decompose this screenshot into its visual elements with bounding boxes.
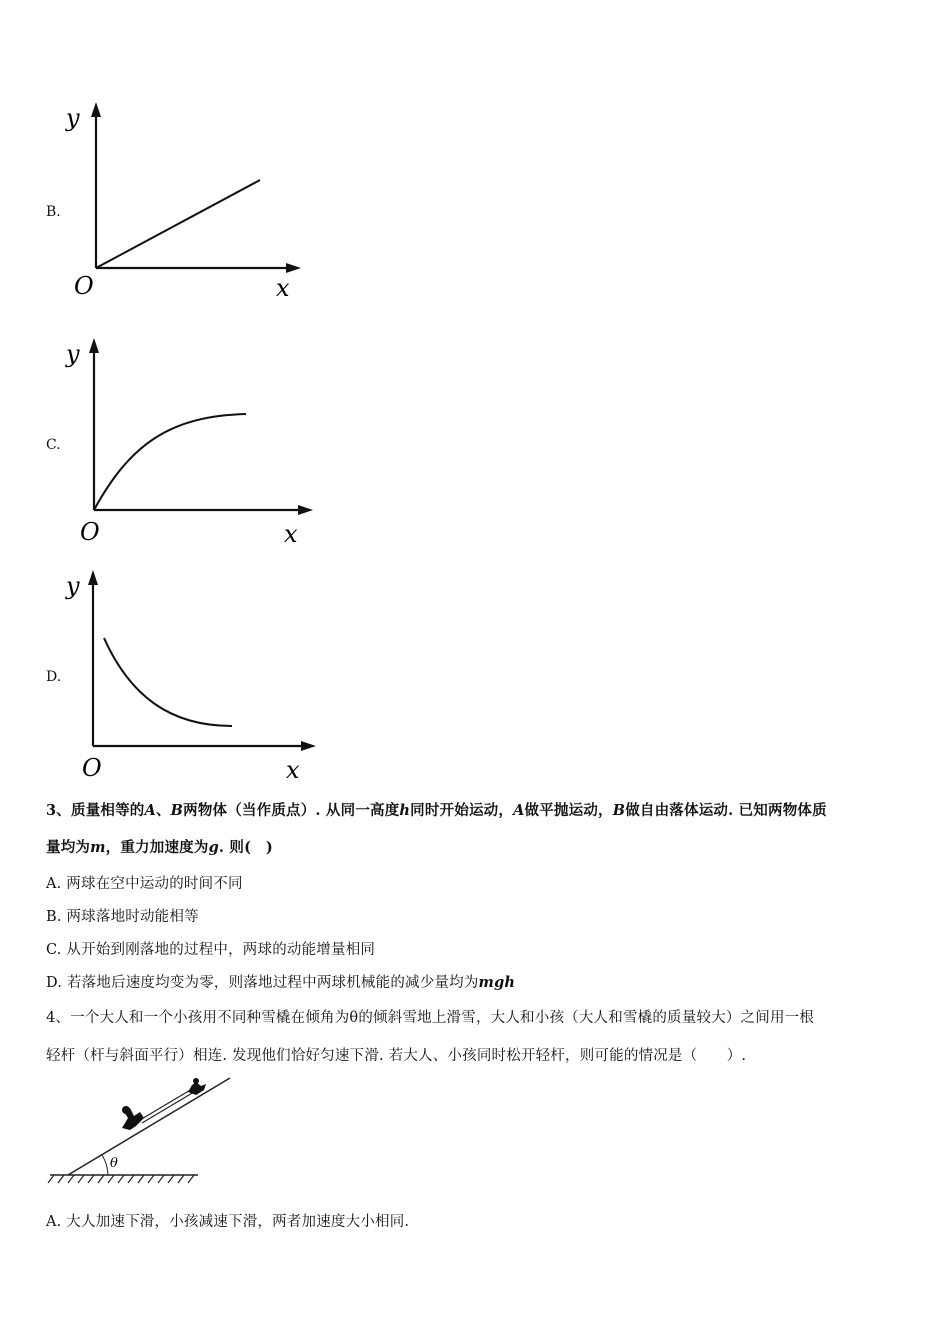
y-axis-arrow-icon: [89, 338, 99, 353]
y-axis-label: y: [66, 572, 80, 600]
adult-skier-icon: [122, 1106, 144, 1130]
option-d-label: D.: [46, 669, 62, 685]
origin-label: O: [80, 518, 100, 544]
q3-option-d: D. 若落地后速度均变为零，则落地过程中两球机械能的减少量均为mgh: [46, 974, 516, 991]
graph-curve: [94, 414, 246, 510]
q4-stem-line-1: 4、一个大人和一个小孩用不同种雪橇在倾角为θ的倾斜雪地上滑雪，大人和小孩（大人和雪橇的质量较大）之间用一根: [46, 1010, 815, 1026]
angle-arc: [102, 1155, 108, 1175]
light-rod-2: [142, 1092, 194, 1123]
y-axis-arrow-icon: [91, 102, 101, 117]
q3-option-c: C. 从开始到刚落地的过程中，两球的动能增量相同: [46, 942, 376, 958]
x-axis-arrow-icon: [301, 741, 316, 751]
incline-diagram: [46, 1072, 246, 1192]
q4-stem-line-2: 轻杆（杆与斜面平行）相连. 发现他们恰好匀速下滑. 若大人、小孩同时松开轻杆，则可能的情况是（ ）.: [46, 1048, 747, 1064]
child-skier-icon: [188, 1078, 206, 1095]
graph-line: [96, 180, 260, 268]
y-axis-label: y: [66, 340, 80, 368]
x-axis-label: x: [276, 274, 290, 302]
graph-c: [60, 334, 330, 544]
light-rod: [140, 1089, 192, 1120]
x-axis-label: x: [286, 756, 300, 781]
slope-line: [68, 1078, 230, 1175]
ground-hatching: [48, 1175, 194, 1183]
y-axis-arrow-icon: [88, 570, 98, 585]
x-axis-arrow-icon: [286, 263, 301, 273]
q4-option-a: A. 大人加速下滑，小孩减速下滑，两者加速度大小相同.: [46, 1214, 410, 1230]
x-axis-arrow-icon: [298, 505, 313, 515]
q3-stem-line-2: 量均为m，重力加速度为g. 则( ): [46, 839, 273, 856]
q3-option-a: A. 两球在空中运动的时间不同: [46, 876, 243, 892]
option-b-label: B.: [46, 204, 61, 220]
graph-d: [60, 566, 330, 781]
angle-label: θ: [110, 1156, 118, 1171]
y-axis-label: y: [66, 104, 80, 132]
origin-label: O: [82, 754, 102, 781]
x-axis-label: x: [284, 520, 298, 544]
origin-label: O: [74, 272, 94, 300]
q3-stem-line-1: 3、质量相等的A、B两物体（当作质点）. 从同一高度h同时开始运动，A做平抛运动，B做自由落体运动. 已知两物体质: [46, 802, 827, 819]
graph-b: [60, 98, 320, 303]
q3-option-b: B. 两球落地时动能相等: [46, 909, 199, 925]
option-c-label: C.: [46, 437, 61, 453]
graph-curve: [104, 638, 232, 726]
